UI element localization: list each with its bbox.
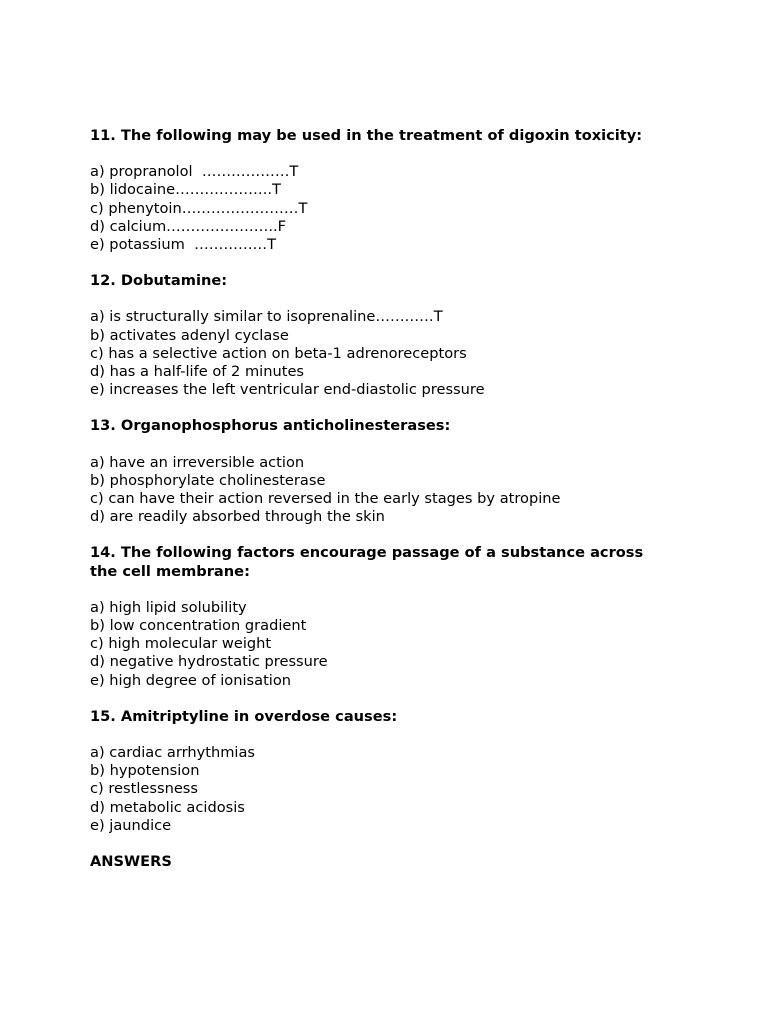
- option-item: c) restlessness: [90, 780, 199, 798]
- option-list: [90, 599, 710, 690]
- question-14: [90, 544, 710, 689]
- answers-heading: ANSWERS: [90, 853, 172, 871]
- option-item: b) phosphorylate cholinesterase: [90, 471, 326, 489]
- option-item: c) phenytoin……………………T: [90, 199, 308, 217]
- option-list: [90, 308, 710, 399]
- option-item: d) negative hydrostatic pressure: [90, 653, 328, 671]
- option-item: b) activates adenyl cyclase: [90, 326, 289, 344]
- option-list: [90, 454, 710, 527]
- option-item: b) low concentration gradient: [90, 617, 307, 635]
- option-item: a) propranolol ………………T: [90, 163, 299, 181]
- option-item: e) potassium ……………T: [90, 236, 277, 254]
- option-item: c) high molecular weight: [90, 635, 272, 653]
- option-list: [90, 163, 710, 254]
- option-item: a) high lipid solubility: [90, 598, 247, 616]
- question-title: 14. The following factors encourage passage of a substance across the cell membrane:: [90, 544, 644, 580]
- option-item: e) jaundice: [90, 816, 172, 834]
- option-item: e) high degree of ionisation: [90, 671, 292, 689]
- option-item: d) metabolic acidosis: [90, 798, 245, 816]
- question-title: 15. Amitriptyline in overdose causes:: [90, 707, 398, 725]
- question-title: 11. The following may be used in the treatment of digoxin toxicity:: [90, 127, 643, 144]
- option-item: d) calcium…………………..F: [90, 217, 286, 235]
- option-item: d) are readily absorbed through the skin: [90, 508, 385, 526]
- document-content: [90, 127, 710, 871]
- option-item: c) has a selective action on beta-1 adrenoreceptors: [90, 344, 467, 362]
- question-title: 12. Dobutamine:: [90, 272, 228, 290]
- option-item: d) has a half-life of 2 minutes: [90, 363, 305, 381]
- question-title: 13. Organophosphorus anticholinesterases:: [90, 417, 451, 435]
- option-item: a) cardiac arrhythmias: [90, 744, 256, 762]
- option-item: b) hypotension: [90, 762, 200, 780]
- option-item: e) increases the left ventricular end-diastolic pressure: [90, 381, 485, 399]
- question-15: [90, 708, 710, 835]
- question-12: [90, 272, 710, 399]
- option-list: [90, 744, 710, 835]
- question-11: [90, 127, 710, 254]
- option-item: a) have an irreversible action: [90, 453, 305, 471]
- question-13: [90, 417, 710, 526]
- option-item: b) lidocaine………………..T: [90, 181, 281, 199]
- option-item: a) is structurally similar to isoprenaline…………T: [90, 308, 443, 326]
- option-item: c) can have their action reversed in the early stages by atropine: [90, 490, 561, 508]
